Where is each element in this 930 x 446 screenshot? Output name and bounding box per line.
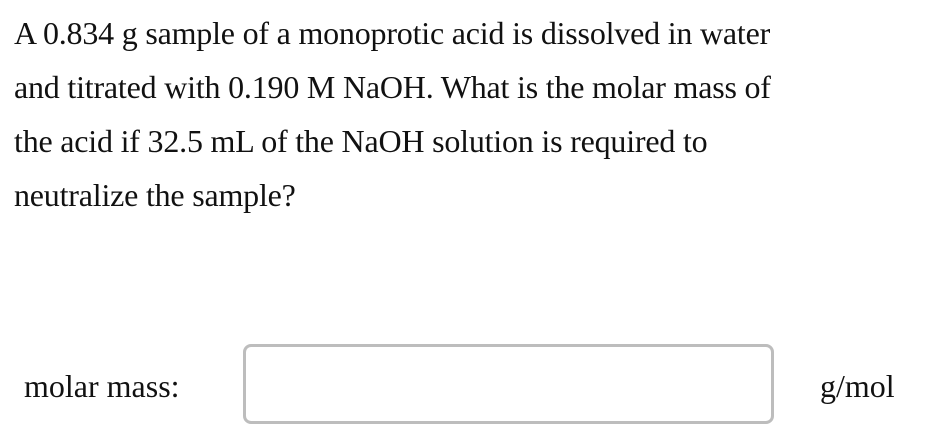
unit-label: g/mol: [820, 368, 895, 404]
question-text: A 0.834 g sample of a monoprotic acid is dissolved in water and titrated with 0.190 M NaOH. What is the molar mass of the acid if 32.5 mL of the NaOH solution is required to neutralize the sample?: [14, 15, 771, 213]
molar-mass-input[interactable]: [243, 344, 774, 424]
answer-row: [0, 340, 930, 428]
molar-mass-label: molar mass:: [24, 368, 180, 404]
